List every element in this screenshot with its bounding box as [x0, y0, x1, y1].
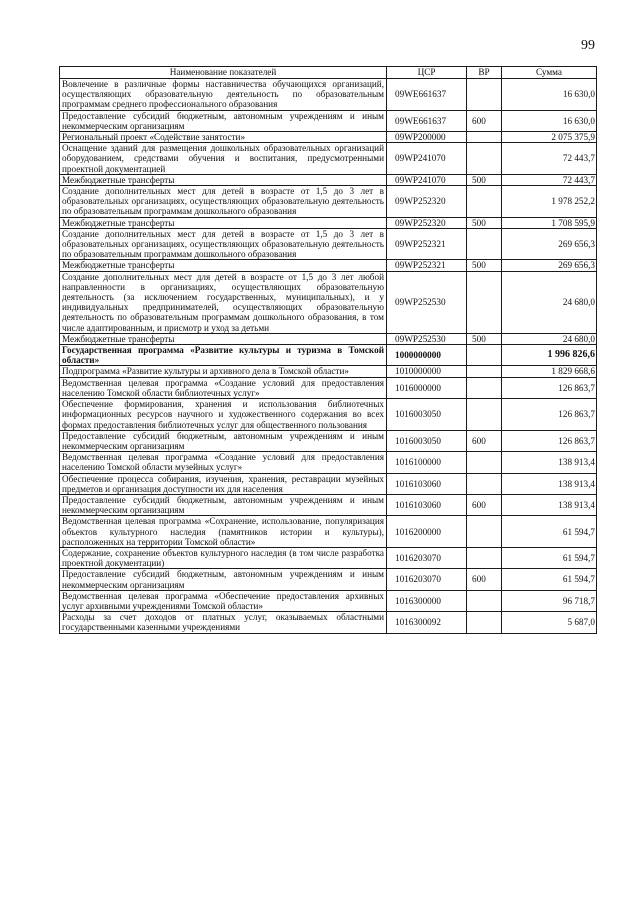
table-row [60, 473, 597, 494]
row-sum-cell: 1 978 252,2 [502, 186, 597, 218]
row-csr-cell: 1016100000 [387, 452, 467, 473]
row-name-cell: Межбюджетные трансферты [60, 260, 387, 271]
table-row [60, 569, 597, 590]
row-vr-cell [467, 612, 502, 633]
row-sum-cell: 138 913,4 [502, 452, 597, 473]
table-row [60, 452, 597, 473]
row-sum-cell: 1 829 668,6 [502, 366, 597, 377]
row-csr-cell: 1010000000 [387, 366, 467, 377]
table-row [60, 494, 597, 515]
row-csr-cell: 09WP252530 [387, 333, 467, 344]
row-csr-cell: 09WP241070 [387, 143, 467, 175]
row-name-cell: Ведомственная целевая программа «Создание условий для предоставления населению Томской области библиотечных услуг» [60, 377, 387, 398]
row-name-cell: Межбюджетные трансферты [60, 174, 387, 185]
row-csr-cell: 1016103060 [387, 473, 467, 494]
row-name-cell: Предоставление субсидий бюджетным, автономным учреждениям и иным некоммерческим организациям [60, 494, 387, 515]
header-name: Наименование показателей [60, 67, 387, 79]
page-number: 99 [581, 38, 595, 53]
table-row [60, 430, 597, 451]
row-vr-cell [467, 79, 502, 111]
row-sum-cell: 269 656,3 [502, 260, 597, 271]
row-sum-cell: 138 913,4 [502, 494, 597, 515]
row-vr-cell: 600 [467, 494, 502, 515]
row-sum-cell: 61 594,7 [502, 516, 597, 548]
row-name-cell: Обеспечение формирования, хранения и использования библиотечных информационных ресурсов научного и художественного содержания во всех формах предоставления библиотечных услуг для общественного пользования [60, 399, 387, 431]
row-vr-cell [467, 473, 502, 494]
row-vr-cell [467, 399, 502, 431]
row-sum-cell: 61 594,7 [502, 547, 597, 568]
row-csr-cell: 1016300000 [387, 590, 467, 611]
row-name-cell: Предоставление субсидий бюджетным, автономным учреждениям и иным некоммерческим организациям [60, 110, 387, 131]
row-sum-cell: 2 075 375,9 [502, 132, 597, 143]
row-vr-cell: 500 [467, 174, 502, 185]
table-row [60, 110, 597, 131]
row-csr-cell: 1016003050 [387, 430, 467, 451]
table-row [60, 132, 597, 143]
row-vr-cell [467, 345, 502, 366]
table-row [60, 377, 597, 398]
row-name-cell: Предоставление субсидий бюджетным, автономным учреждениям и иным некоммерческим организациям [60, 430, 387, 451]
row-csr-cell: 1016203070 [387, 569, 467, 590]
table-header-row [60, 67, 597, 79]
row-csr-cell: 1016103060 [387, 494, 467, 515]
row-sum-cell: 126 863,7 [502, 399, 597, 431]
row-name-cell: Вовлечение в различные формы наставничества обучающихся организаций, осуществляющих образовательную деятельность по образовательным программам среднего профессионального образования [60, 79, 387, 111]
row-name-cell: Межбюджетные трансферты [60, 333, 387, 344]
table-row [60, 217, 597, 228]
row-name-cell: Оснащение зданий для размещения дошкольных образовательных организаций оборудованием, средствами обучения и воспитания, предусмотренными проектной документацией [60, 143, 387, 175]
row-sum-cell: 5 687,0 [502, 612, 597, 633]
row-sum-cell: 1 996 826,6 [502, 345, 597, 366]
table-row [60, 345, 597, 366]
row-csr-cell: 09WP200000 [387, 132, 467, 143]
row-vr-cell [467, 228, 502, 260]
row-sum-cell: 1 708 595,9 [502, 217, 597, 228]
row-vr-cell [467, 186, 502, 218]
row-csr-cell: 09WP252321 [387, 228, 467, 260]
row-name-cell: Подпрограмма «Развитие культуры и архивного дела в Томской области» [60, 366, 387, 377]
budget-table [59, 66, 597, 634]
table-row [60, 260, 597, 271]
table-row [60, 271, 597, 333]
row-vr-cell [467, 271, 502, 333]
row-csr-cell: 1016000000 [387, 377, 467, 398]
row-csr-cell: 09WP252320 [387, 217, 467, 228]
row-name-cell: Создание дополнительных мест для детей в возрасте от 1,5 до 3 лет в образовательных организациях, осуществляющих образовательную деятельность по образовательным программам дошкольного образования [60, 186, 387, 218]
row-name-cell: Государственная программа «Развитие культуры и туризма в Томской области» [60, 345, 387, 366]
table-body [60, 79, 597, 634]
row-vr-cell [467, 452, 502, 473]
row-csr-cell: 09WP252321 [387, 260, 467, 271]
row-sum-cell: 24 680,0 [502, 271, 597, 333]
row-name-cell: Ведомственная целевая программа «Обеспечение предоставления архивных услуг архивными учреждениями Томской области» [60, 590, 387, 611]
row-sum-cell: 96 718,7 [502, 590, 597, 611]
row-csr-cell: 09WP252530 [387, 271, 467, 333]
table-row [60, 174, 597, 185]
row-vr-cell [467, 143, 502, 175]
row-csr-cell: 1016203070 [387, 547, 467, 568]
table-row [60, 516, 597, 548]
row-sum-cell: 61 594,7 [502, 569, 597, 590]
row-vr-cell: 500 [467, 260, 502, 271]
header-sum: Сумма [502, 67, 597, 79]
row-vr-cell [467, 547, 502, 568]
row-vr-cell: 600 [467, 110, 502, 131]
row-vr-cell: 600 [467, 430, 502, 451]
row-sum-cell: 16 630,0 [502, 79, 597, 111]
row-sum-cell: 72 443,7 [502, 143, 597, 175]
table-row [60, 547, 597, 568]
header-csr: ЦСР [387, 67, 467, 79]
row-sum-cell: 269 656,3 [502, 228, 597, 260]
table-row [60, 366, 597, 377]
row-name-cell: Создание дополнительных мест для детей в возрасте от 1,5 до 3 лет в образовательных организациях, осуществляющих образовательную деятельность по образовательным программам дошкольного образования [60, 228, 387, 260]
row-csr-cell: 1016300092 [387, 612, 467, 633]
row-sum-cell: 72 443,7 [502, 174, 597, 185]
table-row [60, 333, 597, 344]
row-csr-cell: 09WE661637 [387, 79, 467, 111]
row-vr-cell: 600 [467, 569, 502, 590]
table-row [60, 186, 597, 218]
row-sum-cell: 126 863,7 [502, 377, 597, 398]
table-row [60, 228, 597, 260]
table-row [60, 143, 597, 175]
row-sum-cell: 126 863,7 [502, 430, 597, 451]
row-name-cell: Ведомственная целевая программа «Создание условий для предоставления населению Томской области музейных услуг» [60, 452, 387, 473]
row-name-cell: Межбюджетные трансферты [60, 217, 387, 228]
table-row [60, 612, 597, 633]
row-vr-cell [467, 377, 502, 398]
row-sum-cell: 138 913,4 [502, 473, 597, 494]
row-csr-cell: 1000000000 [387, 345, 467, 366]
table-row [60, 399, 597, 431]
row-vr-cell [467, 516, 502, 548]
row-name-cell: Ведомственная целевая программа «Сохранение, использование, популяризация объектов культурного наследия (памятников истории и культуры), расположенных на территории Томской области» [60, 516, 387, 548]
row-csr-cell: 1016003050 [387, 399, 467, 431]
row-name-cell: Обеспечение процесса собирания, изучения, хранения, реставрации музейных предметов и организация доступности их для населения [60, 473, 387, 494]
row-name-cell: Создание дополнительных мест для детей в возрасте от 1,5 до 3 лет любой направленности в организациях, осуществляющих образовательную деятельность (за исключением государственных, муниципальных), и у индивидуальных предпринимателей, осуществляющих образовательную деятельность по образовательным программам дошкольного образования, в том числе адаптированным, и присмотр и уход за детьми [60, 271, 387, 333]
header-vr: ВР [467, 67, 502, 79]
row-sum-cell: 24 680,0 [502, 333, 597, 344]
row-csr-cell: 09WP241070 [387, 174, 467, 185]
row-name-cell: Содержание, сохранение объектов культурного наследия (в том числе разработка проектной документации) [60, 547, 387, 568]
row-name-cell: Региональный проект «Содействие занятости» [60, 132, 387, 143]
row-csr-cell: 09WE661637 [387, 110, 467, 131]
row-csr-cell: 09WP252320 [387, 186, 467, 218]
row-sum-cell: 16 630,0 [502, 110, 597, 131]
row-csr-cell: 1016200000 [387, 516, 467, 548]
row-vr-cell [467, 590, 502, 611]
row-vr-cell: 500 [467, 333, 502, 344]
row-name-cell: Предоставление субсидий бюджетным, автономным учреждениям и иным некоммерческим организациям [60, 569, 387, 590]
row-name-cell: Расходы за счет доходов от платных услуг, оказываемых областными государственными казенными учреждениями [60, 612, 387, 633]
table-row [60, 590, 597, 611]
table-row [60, 79, 597, 111]
row-vr-cell: 500 [467, 217, 502, 228]
row-vr-cell [467, 366, 502, 377]
row-vr-cell [467, 132, 502, 143]
